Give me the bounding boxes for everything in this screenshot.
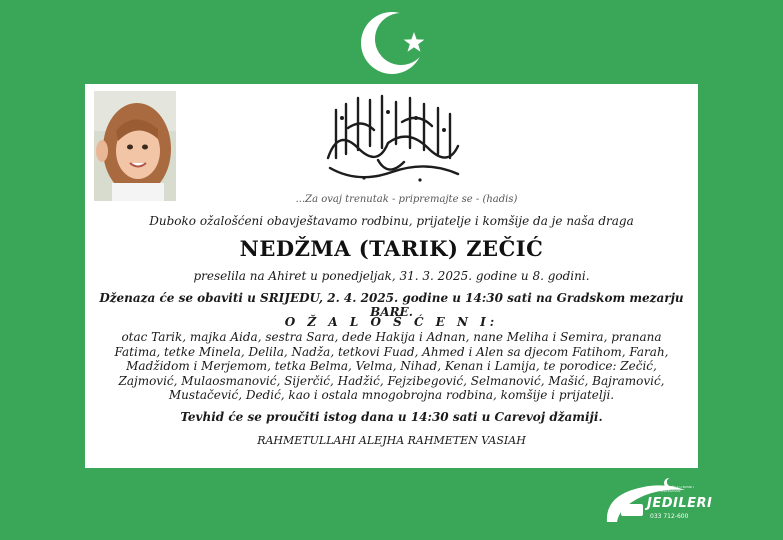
mourners-list: otac Tarik, majka Aida, sestra Sara, dede Hakija i Adnan, nane Meliha i Semira, pranana Fatima, tetke Minela, Delila, Nadža, tetkovi Fuad, Ahmed i Alen sa djecom Fatihom, Farah, Madžidom i Merjemom, tetka Belma, Velma, Nihad, Kenan i Lamija, te porodice: Zečić, Zajmović, Mulaosmanović, Sijerčić, Hadžić, Fejzibegović, Selmanović, Mašić, Bajramović, Mustačević, Dedić, kao i ostala mnogobrojna rodbina, komšije i prijatelji. [114, 330, 669, 402]
closing-phrase: RAHMETULLAHI ALEJHA RAHMETEN VASIAH [257, 434, 526, 447]
tevhid-line: Tevhid će se proučiti istog dana u 14:30 sati u Carevoj džamiji. [180, 410, 603, 424]
death-line: preselila na Ahiret u ponedjeljak, 31. 3. 2025. godine u 8. godini. [193, 269, 590, 283]
arabic-calligraphy [318, 88, 466, 192]
dzenaza-line: Dženaza će se obaviti u SRIJEDU, 2. 4. 2025. godine u 14:30 sati na Gradskom mezarju BARE. [99, 291, 684, 319]
deceased-name: NEDŽMA (TARIK) ZEČIĆ [239, 236, 544, 261]
portrait-photo [94, 91, 176, 201]
mourners-title: O Ž A L O Š Ć E N I: [284, 315, 499, 329]
crescent-star-icon [356, 8, 432, 78]
logo-phone: 033 712-600 [650, 513, 689, 520]
obituary-card [85, 84, 698, 468]
logo-tagline: ISLAMSKA ZAJEDNICA U BOSNI I HERCEGOVINI [646, 485, 694, 493]
logo-name: JEDILERI [647, 496, 713, 511]
intro-text: Duboko ožalošćeni obavještavamo rodbinu, prijatelje i komšije da je naša draga [149, 214, 634, 228]
hadis-quote: ...Za ovaj trenutak - pripremajte se - (hadis) [295, 194, 518, 205]
